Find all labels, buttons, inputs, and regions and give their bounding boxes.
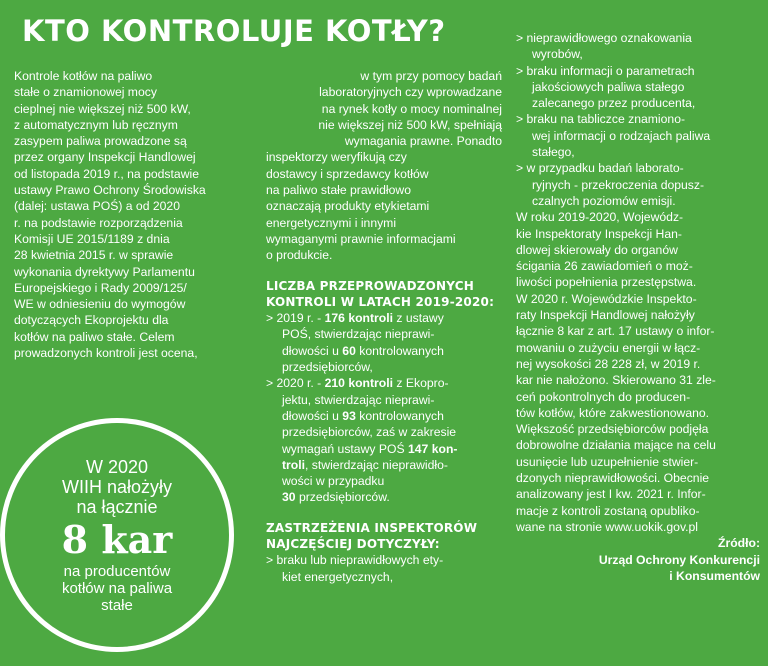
text-line: inspektorzy weryfikują czy — [266, 150, 407, 165]
text-line: na rynek kotły o mocy nominalnej — [321, 101, 502, 116]
text-line: stałe o znamionowej mocy — [14, 85, 157, 100]
bullet-line: przedsiębiorców, — [282, 360, 373, 375]
text-line: wykonania dyrektywy Parlamentu — [14, 264, 195, 279]
bullet-line: > 2019 r. - 176 kontroli z ustawy — [266, 311, 444, 326]
text-line: z automatycznym lub ręcznym — [14, 117, 178, 132]
bullet-line: > nieprawidłowego oznakowania — [516, 31, 692, 45]
text-line: dobrowolne działania mające na celu — [516, 438, 716, 453]
text-line: liwości popełnienia przestępstwa. — [516, 275, 697, 290]
bullet-line: wości w przypadku — [282, 474, 385, 489]
text-line: cieplnej nie większej niż 500 kW, — [14, 101, 191, 116]
callout-figure: 8 kar — [61, 516, 173, 562]
text-line: od listopada 2019 r., na podstawie — [14, 166, 199, 181]
callout-text: na producentów — [63, 562, 171, 580]
callout-text: na łącznie — [76, 496, 158, 517]
text-line: raty Inspekcji Handlowej nałożyły — [516, 308, 695, 323]
text-line: mowaniu o zużyciu energii w łącz- — [516, 340, 701, 355]
callout-text: WIIH nałożyły — [61, 476, 173, 497]
section-heading: ZASTRZEŻENIA INSPEKTORÓW — [266, 520, 478, 535]
text-line: prowadzonych kontroli jest ocena, — [14, 346, 198, 361]
text-line: ustawy Prawo Ochrony Środowiska — [14, 183, 206, 198]
bullet-line: jakościowych paliwa stałego — [532, 79, 685, 94]
bullet-line: zalecanego przez producenta, — [532, 96, 696, 111]
text-line: dotyczących Ekoprojektu dla — [14, 313, 169, 328]
bullet-line: dłowości u 93 kontrolowanych — [282, 408, 444, 423]
text-line: usunięcie lub uzupełnienie stwier- — [516, 454, 699, 469]
intro-column — [14, 68, 254, 361]
text-line: r. na podstawie rozporządzenia — [14, 215, 183, 230]
text-line: Komisji UE 2015/1189 z dnia — [14, 231, 170, 246]
text-line: (dalej: ustawa POŚ) a od 2020 — [14, 199, 180, 214]
text-line: dlowej skierowały do organów — [516, 242, 678, 257]
text-line: łącznie 8 kar z art. 17 ustawy o infor- — [516, 324, 715, 339]
bullet-line: wymagań ustawy POŚ 147 kon- — [282, 441, 458, 456]
section-heading: LICZBA PRZEPROWADZONYCH — [266, 278, 475, 293]
text-line: Europejskiego i Rady 2009/125/ — [14, 280, 187, 295]
bullet-line: dłowości u 60 kontrolowanych — [282, 343, 444, 358]
bullet-line: > braku informacji o parametrach — [516, 63, 695, 78]
bullet-line: > 2020 r. - 210 kontroli z Ekopro- — [266, 376, 449, 391]
text-line: kotłów na paliwo stałe. Celem — [14, 329, 175, 344]
text-line: W 2020 r. Wojewódzkie Inspekto- — [516, 291, 697, 306]
headline: KTO KONTROLUJE KOTŁY? — [22, 14, 446, 48]
bullet-line: troli, stwierdzając nieprawidło- — [282, 457, 448, 472]
text-line: w tym przy pomocy badań — [360, 69, 502, 83]
text-line: na paliwo stałe prawidłowo — [266, 183, 411, 198]
text-line: Kontrole kotłów na paliwo — [14, 69, 153, 83]
bullet-line: kiet energetycznych, — [282, 569, 394, 584]
text-line: dzonych nieprawidłowości. Obecnie — [516, 471, 710, 486]
text-line: kar nie nałożono. Skierowano 31 zle- — [516, 373, 716, 388]
right-column — [516, 30, 760, 584]
text-line: nie większej niż 500 kW, spełniają — [318, 117, 502, 132]
source-label: Źródło: — [718, 536, 760, 551]
text-line: przez organy Inspekcji Handlowej — [14, 150, 196, 165]
text-line: 28 kwietnia 2015 r. w sprawie — [14, 248, 174, 263]
section-heading: KONTROLI W LATACH 2019-2020: — [266, 294, 495, 309]
text-line: ceń pokontrolnych do producen- — [516, 389, 691, 404]
text-line: W roku 2019-2020, Wojewódz- — [516, 210, 684, 225]
bullet-line: POŚ, stwierdzając nieprawi- — [282, 327, 435, 342]
source-name: Urząd Ochrony Konkurencji — [598, 552, 760, 567]
bullet-line: wyrobów, — [532, 47, 583, 62]
text-line: oznaczają produkty etykietami — [266, 199, 430, 214]
text-line: wane na stronie www.uokik.gov.pl — [516, 519, 699, 534]
bullet-line: ryjnych - przekroczenia dopusz- — [532, 177, 705, 192]
bullet-line: > braku na tabliczce znamiono- — [516, 112, 686, 127]
text-line: wymagania prawne. Ponadto — [344, 134, 502, 149]
middle-column — [266, 68, 502, 585]
text-line: energetycznymi i innymi — [266, 215, 397, 230]
text-line: zasypem paliwa prowadzone są — [14, 134, 187, 149]
bullet-line: > braku lub nieprawidłowych ety- — [266, 553, 444, 568]
penalty-callout-circle — [0, 418, 234, 652]
text-line: wymaganymi prawnie informacjami — [266, 231, 456, 246]
text-line: WE w odniesieniu do wymogów — [14, 297, 186, 312]
callout-text: W 2020 — [85, 456, 149, 477]
bullet-line: 30 przedsiębiorców. — [282, 490, 390, 505]
text-line: analizowany jest I kw. 2021 r. Infor- — [516, 487, 706, 502]
callout-text: stałe — [101, 596, 133, 614]
callout-text: kotłów na paliwa — [61, 579, 173, 597]
bullet-line: czalnych poziomów emisji. — [532, 193, 676, 208]
section-heading: NAJCZĘŚCIEJ DOTYCZYŁY: — [266, 537, 440, 552]
text-line: nej wysokości 28 228 zł, w 2019 r. — [516, 356, 701, 371]
text-line: kie Inspektoraty Inspekcji Han- — [516, 226, 682, 241]
bullet-line: wej informacji o rodzajach paliwa — [532, 128, 711, 143]
bullet-line: > w przypadku badań laborato- — [516, 161, 684, 176]
source-name: i Konsumentów — [669, 568, 760, 583]
text-line: tów kotłów, które zakwestionowano. — [516, 405, 710, 420]
bullet-line: stałego, — [532, 145, 575, 160]
text-line: o produkcie. — [266, 248, 333, 263]
text-line: laboratoryjnych czy wprowadzane — [319, 85, 502, 100]
text-line: ścigania 26 zawiadomień o moż- — [516, 259, 693, 274]
text-line: macje z kontroli zostaną opubliko- — [516, 503, 700, 518]
bullet-line: jektu, stwierdzając nieprawi- — [282, 392, 435, 407]
bullet-line: przedsiębiorców, zaś w zakresie — [282, 425, 457, 440]
text-line: Większość przedsiębiorców podjęła — [516, 422, 709, 437]
text-line: dostawcy i sprzedawcy kotłów — [266, 166, 429, 181]
